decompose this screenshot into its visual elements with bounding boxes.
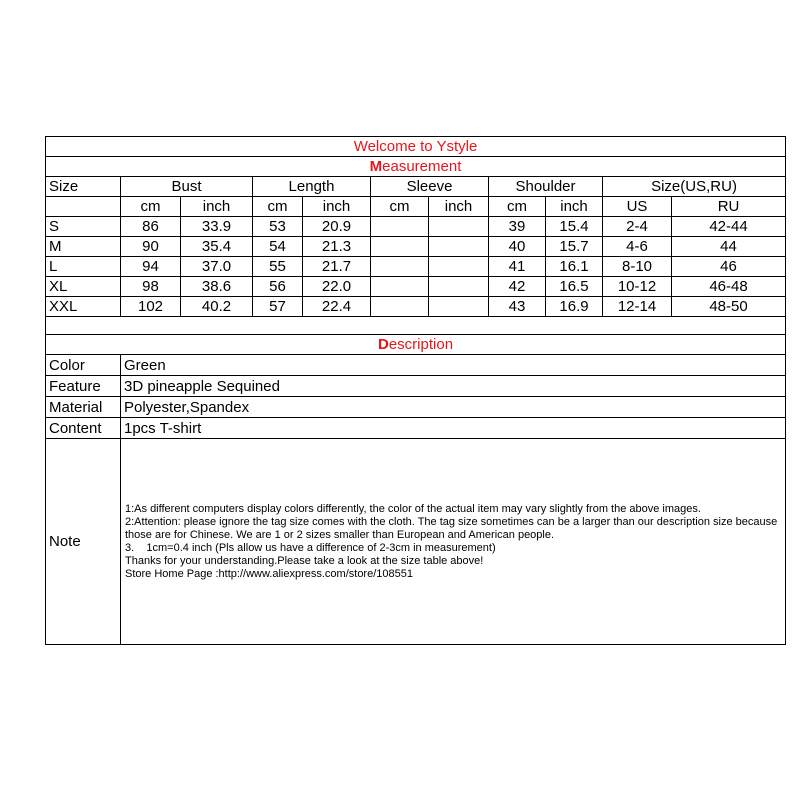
detail-value: Polyester,Spandex (121, 397, 786, 418)
shoulder-cm: 41 (489, 257, 546, 277)
table-row (46, 277, 786, 297)
detail-label: Color (46, 355, 121, 376)
bust-inch: 40.2 (181, 297, 253, 317)
note-label: Note (46, 439, 121, 645)
unit-shoulder-inch: inch (546, 197, 603, 217)
sleeve-inch (429, 217, 489, 237)
welcome-title: Welcome to Ystyle (46, 137, 786, 157)
bust-inch: 35.4 (181, 237, 253, 257)
sleeve-cm (371, 237, 429, 257)
note-line: 3. 1cm=0.4 inch (Pls allow us have a difference of 2-3cm in measurement) (125, 541, 496, 554)
table-row (46, 217, 786, 237)
unit-length-cm: cm (253, 197, 303, 217)
shoulder-inch: 15.7 (546, 237, 603, 257)
detail-row (46, 355, 786, 376)
header-sleeve: Sleeve (371, 177, 489, 197)
welcome-row (46, 137, 786, 157)
size-label: S (46, 217, 121, 237)
note-line: 1:As different computers display colors differently, the color of the actual item may vary slightly from the above images. (125, 502, 701, 515)
size-header-row (46, 177, 786, 197)
bust-inch: 37.0 (181, 257, 253, 277)
spacer-cell (46, 317, 786, 335)
unit-bust-inch: inch (181, 197, 253, 217)
detail-value: 3D pineapple Sequined (121, 376, 786, 397)
description-heading (46, 335, 786, 355)
units-row (46, 197, 786, 217)
size-us: 8-10 (603, 257, 672, 277)
sleeve-inch (429, 257, 489, 277)
shoulder-cm: 40 (489, 237, 546, 257)
shoulder-inch: 15.4 (546, 217, 603, 237)
sleeve-cm (371, 277, 429, 297)
size-ru: 48-50 (672, 297, 786, 317)
size-label: M (46, 237, 121, 257)
detail-value: 1pcs T-shirt (121, 418, 786, 439)
note-text (121, 439, 786, 645)
unit-bust-cm: cm (121, 197, 181, 217)
unit-shoulder-cm: cm (489, 197, 546, 217)
description-row (46, 335, 786, 355)
detail-row (46, 376, 786, 397)
sleeve-inch (429, 237, 489, 257)
size-ru: 44 (672, 237, 786, 257)
unit-sleeve-inch: inch (429, 197, 489, 217)
length-inch: 21.7 (303, 257, 371, 277)
bust-cm: 86 (121, 217, 181, 237)
description-rest: escription (388, 336, 454, 353)
bust-inch: 33.9 (181, 217, 253, 237)
measurement-heading (46, 157, 786, 177)
bust-cm: 90 (121, 237, 181, 257)
table-row (46, 237, 786, 257)
detail-row (46, 397, 786, 418)
note-line: 2:Attention: please ignore the tag size comes with the cloth. The tag size sometimes can be a larger than our description size because those are for Chinese. We are 1 or 2 sizes smaller than European and American people. (125, 515, 778, 541)
header-size-us-ru: Size(US,RU) (603, 177, 786, 197)
unit-ru: RU (672, 197, 786, 217)
header-bust: Bust (121, 177, 253, 197)
bust-inch: 38.6 (181, 277, 253, 297)
detail-row (46, 418, 786, 439)
shoulder-inch: 16.9 (546, 297, 603, 317)
sleeve-cm (371, 257, 429, 277)
size-us: 12-14 (603, 297, 672, 317)
length-inch: 22.4 (303, 297, 371, 317)
header-size: Size (46, 177, 121, 197)
shoulder-cm: 43 (489, 297, 546, 317)
note-line: Thanks for your understanding.Please take a look at the size table above! (125, 554, 484, 567)
length-inch: 21.3 (303, 237, 371, 257)
length-cm: 53 (253, 217, 303, 237)
size-chart-table (45, 136, 786, 645)
shoulder-cm: 42 (489, 277, 546, 297)
size-us: 10-12 (603, 277, 672, 297)
header-shoulder: Shoulder (489, 177, 603, 197)
note-row (46, 439, 786, 645)
length-inch: 22.0 (303, 277, 371, 297)
header-length: Length (253, 177, 371, 197)
bust-cm: 94 (121, 257, 181, 277)
detail-value: Green (121, 355, 786, 376)
detail-label: Content (46, 418, 121, 439)
size-us: 4-6 (603, 237, 672, 257)
length-cm: 54 (253, 237, 303, 257)
size-label: XXL (46, 297, 121, 317)
unit-us: US (603, 197, 672, 217)
table-row (46, 297, 786, 317)
units-blank (46, 197, 121, 217)
length-cm: 57 (253, 297, 303, 317)
detail-label: Feature (46, 376, 121, 397)
sleeve-inch (429, 277, 489, 297)
store-link[interactable]: Store Home Page :http://www.aliexpress.com/store/108551 (125, 567, 413, 580)
sleeve-cm (371, 297, 429, 317)
shoulder-inch: 16.1 (546, 257, 603, 277)
measurement-rest: easurement (382, 158, 462, 175)
spacer-row (46, 317, 786, 335)
measurement-initial: M (369, 158, 383, 175)
size-chart-sheet (45, 136, 785, 645)
sleeve-cm (371, 217, 429, 237)
size-label: L (46, 257, 121, 277)
bust-cm: 102 (121, 297, 181, 317)
size-us: 2-4 (603, 217, 672, 237)
size-label: XL (46, 277, 121, 297)
shoulder-inch: 16.5 (546, 277, 603, 297)
size-ru: 42-44 (672, 217, 786, 237)
table-row (46, 257, 786, 277)
detail-label: Material (46, 397, 121, 418)
length-inch: 20.9 (303, 217, 371, 237)
unit-sleeve-cm: cm (371, 197, 429, 217)
measurement-row (46, 157, 786, 177)
description-initial: D (378, 336, 389, 353)
size-ru: 46-48 (672, 277, 786, 297)
shoulder-cm: 39 (489, 217, 546, 237)
bust-cm: 98 (121, 277, 181, 297)
unit-length-inch: inch (303, 197, 371, 217)
sleeve-inch (429, 297, 489, 317)
length-cm: 55 (253, 257, 303, 277)
length-cm: 56 (253, 277, 303, 297)
size-ru: 46 (672, 257, 786, 277)
